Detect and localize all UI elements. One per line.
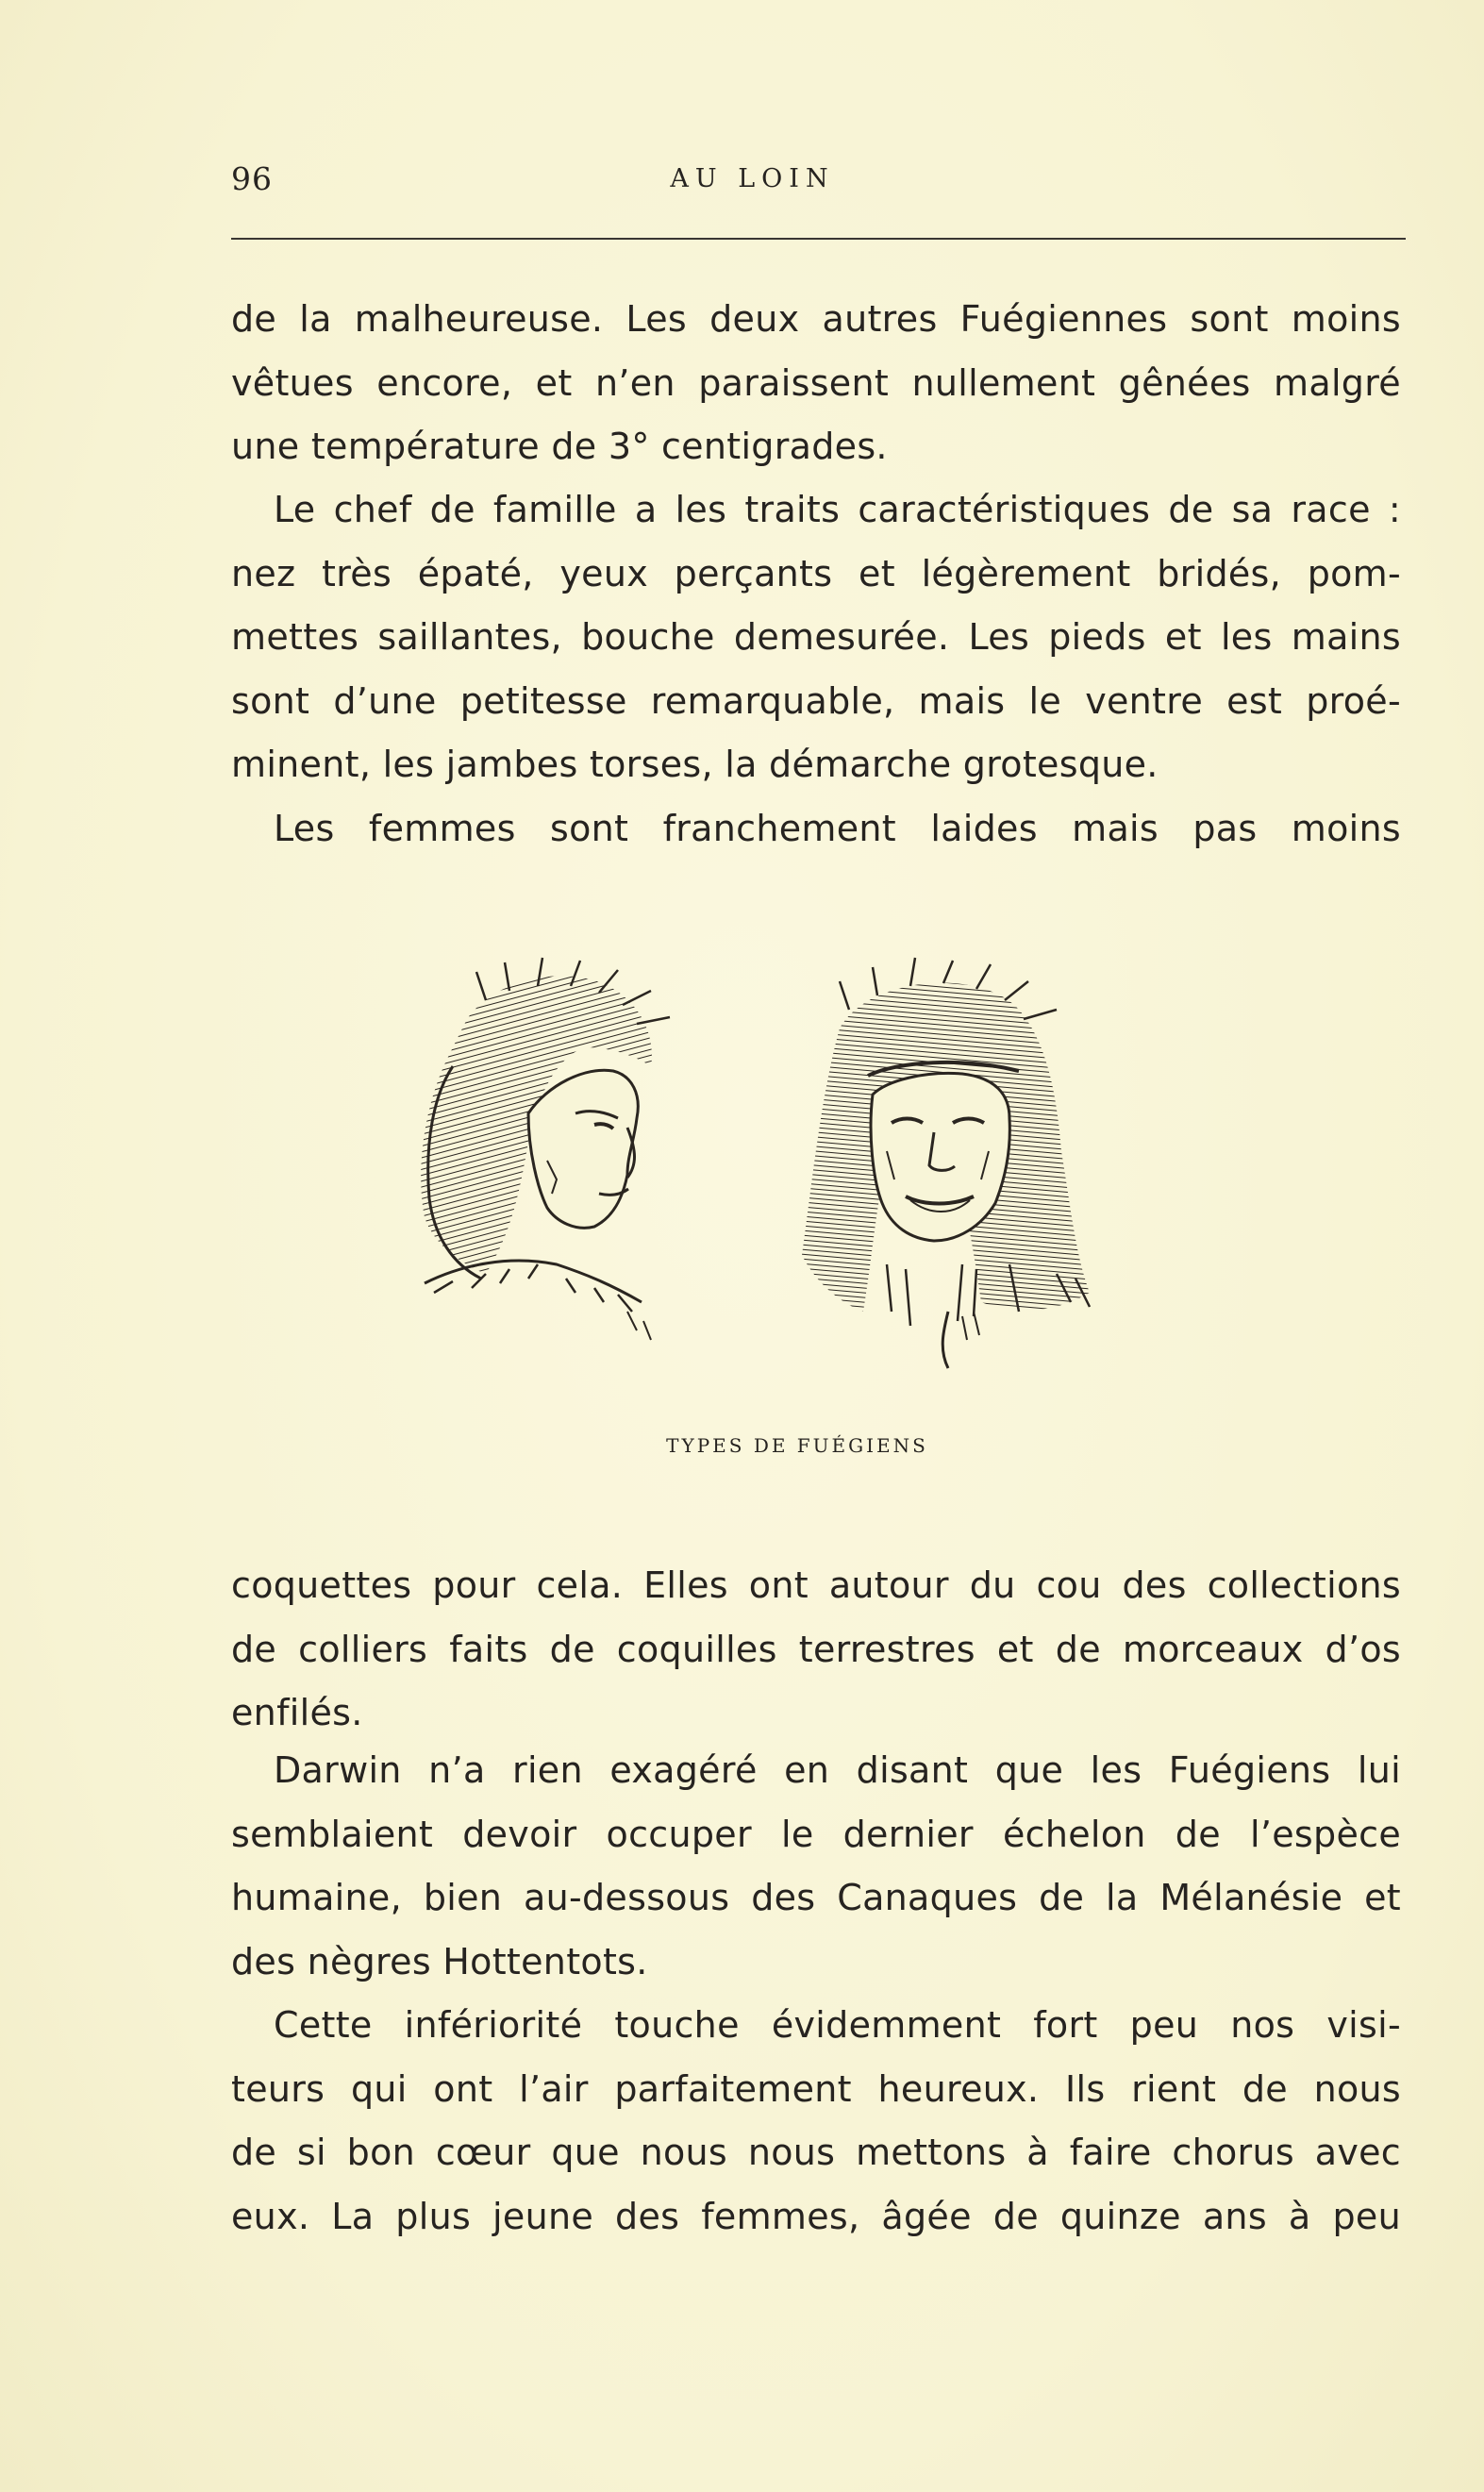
paragraph-2 (231, 478, 1401, 797)
text-line: enfilés. (231, 1692, 363, 1733)
paragraph-5 (231, 1739, 1401, 1994)
illustration-fuegians (396, 953, 1189, 1406)
figure-caption: TYPES DE FUÉGIENS (666, 1434, 928, 1457)
paragraph-6 (231, 1994, 1401, 2249)
text-line: Le chef de famille a les traits caractéristiques de sa race : (274, 489, 1401, 530)
text-line: Les femmes sont franchement laides mais pas moins (274, 808, 1401, 849)
text-line: Darwin n’a rien exagéré en disant que les Fuégiens lui (274, 1749, 1401, 1791)
text-line: des nègres Hottentots. (231, 1940, 648, 1982)
text-line: de si bon cœur que nous nous mettons à faire chorus avec (231, 2132, 1401, 2173)
page-header (231, 160, 1401, 208)
header-rule (231, 238, 1406, 240)
left-head-drawing (421, 958, 670, 1340)
text-line: humaine, bien au-dessous des Canaques de la Mélanésie et (231, 1877, 1401, 1918)
text-line: eux. La plus jeune des femmes, âgée de quinze ans à peu (231, 2195, 1401, 2237)
text-line: nez très épaté, yeux perçants et légèrement bridés, pom- (231, 552, 1401, 594)
text-line: minent, les jambes torses, la démarche grotesque. (231, 744, 1159, 785)
text-line: teurs qui ont l’air parfaitement heureux. Ils rient de nous (231, 2067, 1401, 2110)
text-line: mettes saillantes, bouche demesurée. Les pieds et les mains (231, 616, 1401, 658)
text-line: coquettes pour cela. Elles ont autour du cou des collections (231, 1564, 1401, 1606)
running-title: AU LOIN (670, 164, 835, 193)
right-head-drawing (802, 958, 1090, 1368)
text-line: vêtues encore, et n’en paraissent nullement gênées malgré (231, 361, 1401, 404)
text-line: une température de 3° centigrades. (231, 426, 888, 467)
text-line: sont d’une petitesse remarquable, mais le ventre est proé- (231, 679, 1401, 722)
text-line: de la malheureuse. Les deux autres Fuégiennes sont moins (231, 298, 1401, 340)
text-line: Cette infériorité touche évidemment fort peu nos visi- (274, 2004, 1401, 2046)
text-line: semblaient devoir occuper le dernier échelon de l’espèce (231, 1813, 1401, 1855)
paragraph-1 (231, 288, 1401, 479)
paragraph-3 (231, 797, 1401, 861)
text-line: de colliers faits de coquilles terrestres et de morceaux d’os (231, 1628, 1401, 1670)
page-number: 96 (231, 160, 273, 197)
paragraph-4 (231, 1554, 1401, 1746)
